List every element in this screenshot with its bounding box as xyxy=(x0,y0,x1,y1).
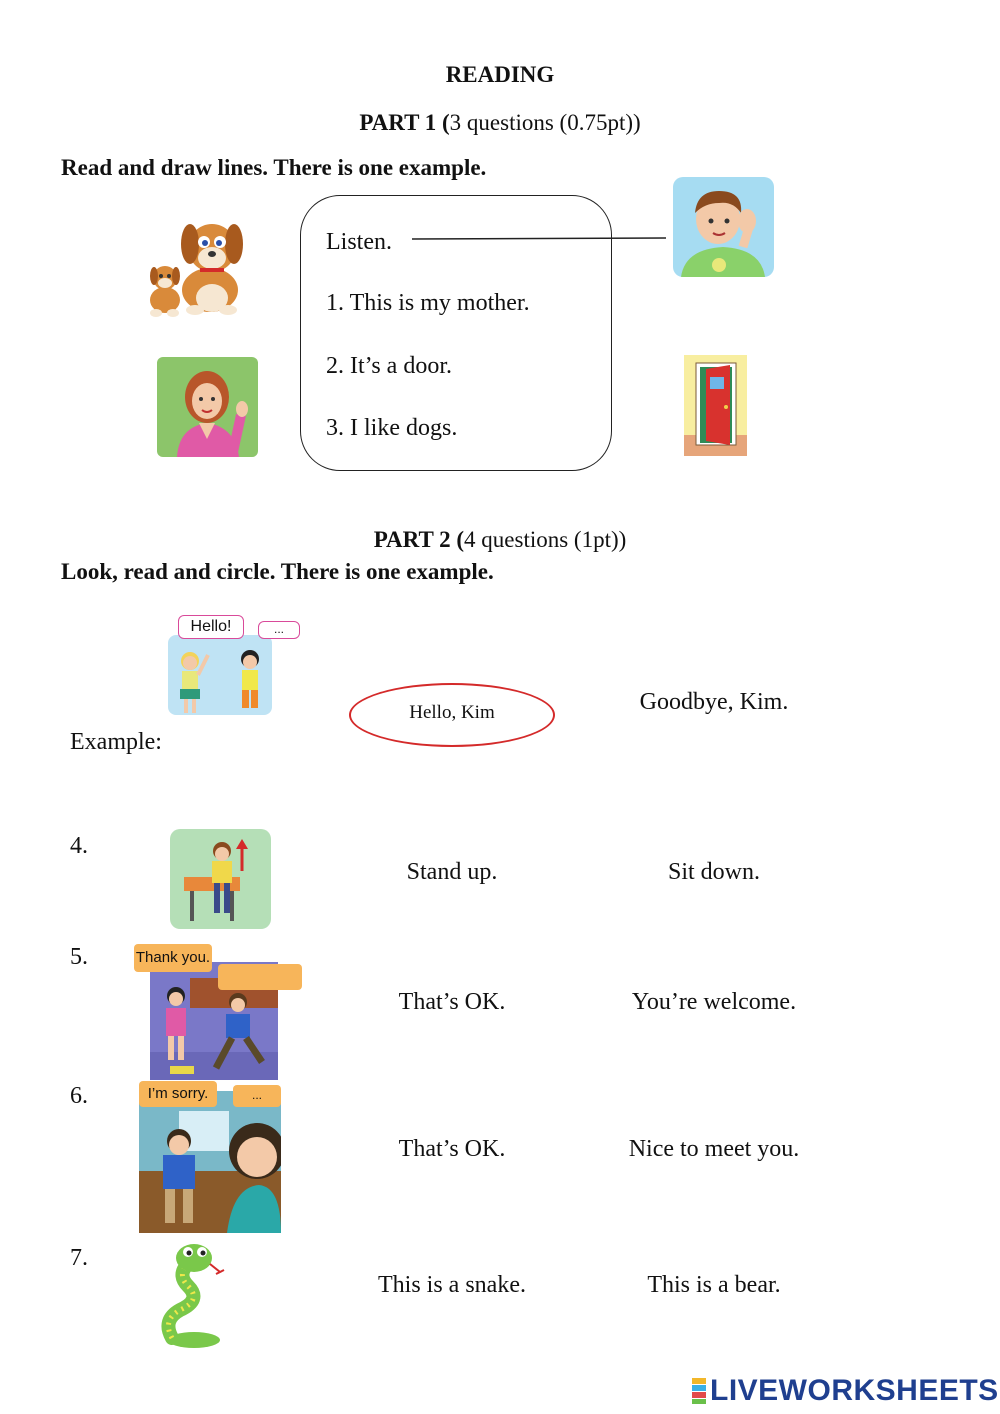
question-6-choice-a[interactable]: That’s OK. xyxy=(398,1136,506,1162)
question-4-number: 4. xyxy=(70,833,88,859)
part2-instruction: Look, read and circle. There is one example. xyxy=(61,559,494,584)
logo-text: LIVEWORKSHEETS xyxy=(710,1374,999,1407)
sentence-example: Listen. xyxy=(326,229,392,255)
greeting-picture xyxy=(168,613,303,715)
door-picture xyxy=(684,355,747,456)
example-bubble-hello: Hello! xyxy=(178,615,244,639)
question-7-number: 7. xyxy=(70,1245,88,1271)
part1-detail: 3 questions (0.75pt)) xyxy=(449,110,641,135)
sorry-reply-bubble: ... xyxy=(233,1085,281,1107)
sorry-bubble: I’m sorry. xyxy=(139,1081,217,1107)
thank-you-bubble: Thank you. xyxy=(134,944,212,972)
question-7-choice-a[interactable]: This is a snake. xyxy=(378,1272,526,1298)
question-6-number: 6. xyxy=(70,1083,88,1109)
stand-up-picture xyxy=(170,829,271,929)
reply-bubble-empty xyxy=(218,964,302,990)
example-label: Example: xyxy=(70,729,162,755)
sentence-2: 2. It’s a door. xyxy=(326,353,452,379)
question-6-choice-b[interactable]: Nice to meet you. xyxy=(628,1136,800,1162)
sorry-picture xyxy=(139,1081,281,1233)
boy-listening-picture xyxy=(673,177,774,277)
question-5-choice-b[interactable]: You’re welcome. xyxy=(631,989,797,1015)
part2-heading xyxy=(0,527,1000,553)
snake-picture xyxy=(158,1240,230,1350)
part1-label: PART 1 ( xyxy=(359,110,450,135)
dogs-picture xyxy=(140,210,250,320)
example-choice-b[interactable]: Goodbye, Kim. xyxy=(639,689,789,715)
mother-picture xyxy=(157,357,258,457)
sentence-1: 1. This is my mother. xyxy=(326,290,530,316)
part1-instruction: Read and draw lines. There is one example. xyxy=(61,155,487,180)
part1-heading xyxy=(0,110,1000,136)
question-5-choice-a[interactable]: That’s OK. xyxy=(398,989,506,1015)
question-7-choice-b[interactable]: This is a bear. xyxy=(647,1272,781,1298)
question-4-choice-b[interactable]: Sit down. xyxy=(667,859,760,885)
thank-you-picture xyxy=(134,942,302,1080)
liveworksheets-logo xyxy=(692,1374,999,1408)
part2-detail: 4 questions (1pt)) xyxy=(464,527,627,552)
question-5-number: 5. xyxy=(70,944,88,970)
part2-label: PART 2 ( xyxy=(373,527,465,552)
sentence-3: 3. I like dogs. xyxy=(326,415,458,441)
example-match-line xyxy=(410,233,670,245)
logo-side-mark xyxy=(692,1378,706,1404)
example-choice-a: Hello, Kim xyxy=(409,702,495,723)
example-bubble-reply: ... xyxy=(258,621,300,639)
question-4-choice-a[interactable]: Stand up. xyxy=(406,859,498,885)
page-title: READING xyxy=(445,62,555,87)
